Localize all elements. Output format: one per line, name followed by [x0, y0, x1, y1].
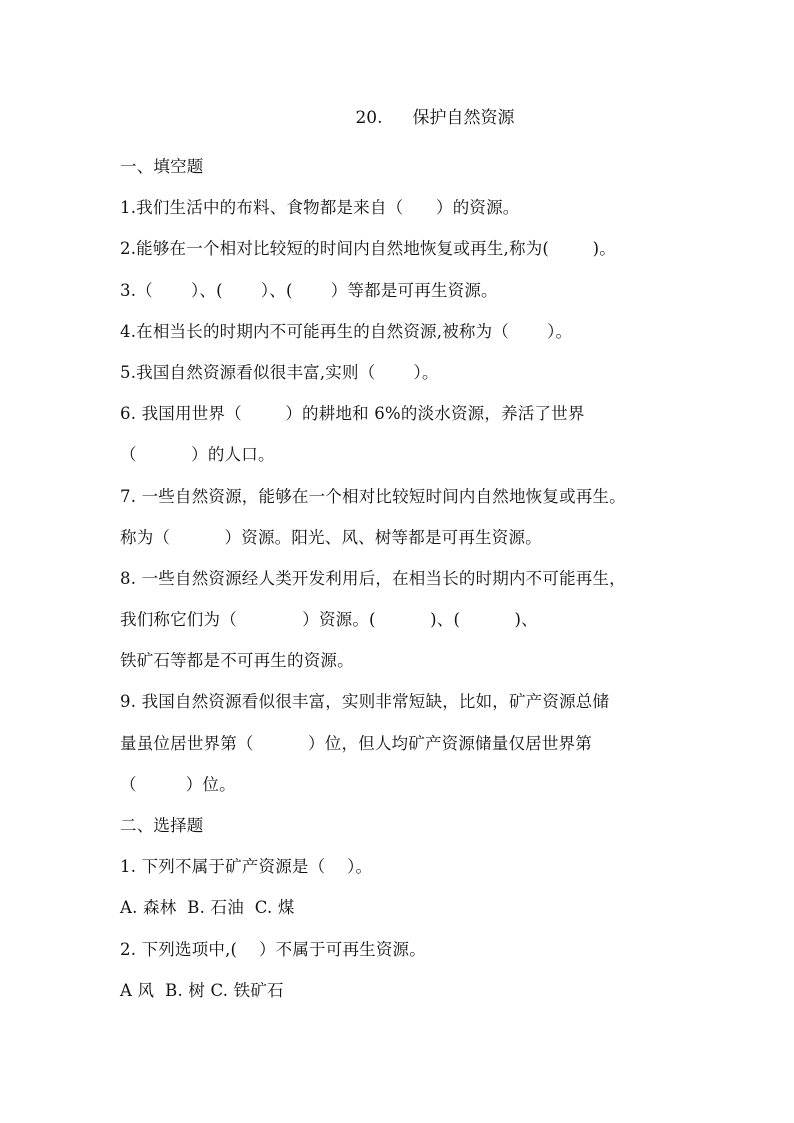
- question-line: （ ）的人口。: [120, 445, 275, 465]
- question-line: 我们称它们为（ ）资源。( )、( )、: [120, 610, 538, 630]
- answer-options: A 风 B. 树 C. 铁矿石: [120, 980, 284, 1000]
- question-line: 1.我们生活中的布料、食物都是来自（ ）的资源。: [120, 198, 520, 218]
- question-line: 铁矿石等都是不可再生的资源。: [120, 651, 354, 671]
- section-heading-multiple-choice: 二、选择题: [120, 816, 204, 835]
- title-text: 保护自然资源: [412, 108, 515, 128]
- answer-options: A. 森林 B. 石油 C. 煤: [120, 898, 295, 918]
- question-line: 5.我国自然资源看似很丰富,实则（ ）。: [120, 362, 439, 382]
- question-line: 8. 一些自然资源经人类开发利用后，在相当长的时期内不可能再生，: [120, 568, 626, 588]
- question-line: 3.（ ）、( ）、( ）等都是可再生资源。: [120, 280, 498, 300]
- question-line: （ ）位。: [120, 774, 236, 794]
- question-line: 4.在相当长的时期内不可能再生的自然资源,被称为（ ）。: [120, 321, 573, 341]
- question-line: 称为（ ）资源。阳光、风、树等都是可再生资源。: [120, 527, 542, 547]
- question-line: 6. 我国用世界（ ）的耕地和 6%的淡水资源，养活了世界: [120, 404, 585, 424]
- question-line: 7. 一些自然资源，能够在一个相对比较短时间内自然地恢复或再生。: [120, 486, 626, 506]
- question-line: 量虽位居世界第（ ）位，但人均矿产资源储量仅居世界第: [120, 733, 592, 753]
- question-line: 2.能够在一个相对比较短的时间内自然地恢复或再生,称为( )。: [120, 239, 616, 259]
- question-line: 1. 下列不属于矿产资源是（ ）。: [120, 857, 373, 877]
- section-heading-fill-in: 一、填空题: [120, 157, 204, 176]
- title-number: 20.: [355, 108, 383, 128]
- question-line: 9. 我国自然资源看似很丰富，实则非常短缺，比如，矿产资源总储: [120, 692, 610, 712]
- question-line: 2. 下列选项中,( ）不属于可再生资源。: [120, 939, 426, 959]
- page-title: [120, 104, 694, 132]
